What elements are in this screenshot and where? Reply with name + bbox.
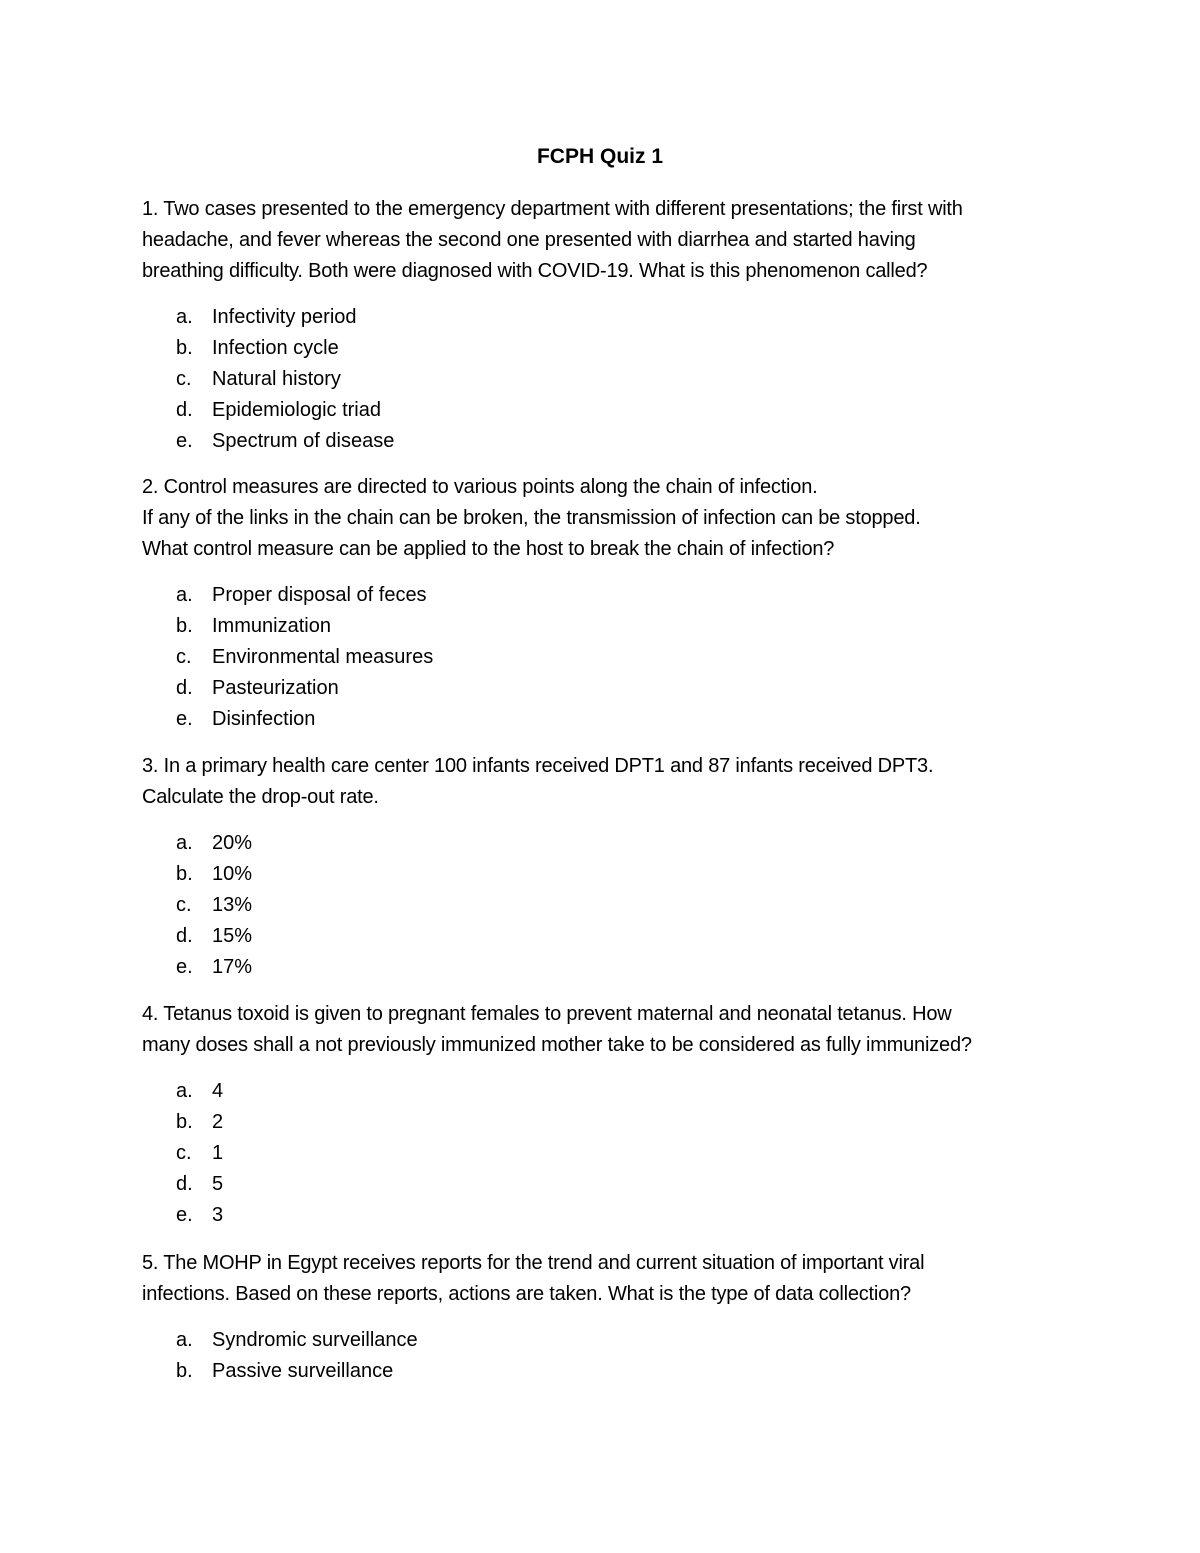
option-item	[176, 426, 394, 457]
question-3-options	[176, 828, 252, 983]
option-text: Immunization	[212, 615, 331, 637]
option-letter: d.	[176, 399, 193, 421]
option-letter: e.	[176, 708, 193, 730]
option-item	[176, 364, 394, 395]
question-line: many doses shall a not previously immunized mother take to be considered as fully immunized?	[142, 1034, 972, 1056]
option-item	[176, 1107, 223, 1138]
option-item	[176, 1138, 223, 1169]
question-5-stem	[142, 1248, 1072, 1310]
option-letter: c.	[176, 368, 192, 390]
question-line: If any of the links in the chain can be broken, the transmission of infection can be stopped.	[142, 507, 921, 529]
option-letter: b.	[176, 1360, 193, 1382]
option-text: Infectivity period	[212, 306, 357, 328]
option-text: Environmental measures	[212, 646, 434, 668]
question-line: breathing difficulty. Both were diagnosed with COVID-19. What is this phenomenon called?	[142, 260, 928, 282]
question-line: 3. In a primary health care center 100 infants received DPT1 and 87 infants received DPT3.	[142, 755, 934, 777]
option-text: Infection cycle	[212, 337, 339, 359]
option-text: 17%	[212, 956, 253, 978]
option-letter: c.	[176, 894, 192, 916]
option-text: 5	[212, 1173, 224, 1195]
option-item	[176, 1325, 418, 1356]
option-text: 1	[212, 1142, 224, 1164]
question-4-options	[176, 1076, 223, 1231]
option-letter: a.	[176, 1080, 193, 1102]
option-text: 4	[212, 1080, 224, 1102]
option-item	[176, 921, 252, 952]
option-text: 13%	[212, 894, 253, 916]
option-text: 20%	[212, 832, 253, 854]
question-line: 1. Two cases presented to the emergency department with different presentations; the first with	[142, 198, 963, 220]
question-line: What control measure can be applied to the host to break the chain of infection?	[142, 538, 835, 560]
option-text: Passive surveillance	[212, 1360, 394, 1382]
option-letter: d.	[176, 1173, 193, 1195]
option-item	[176, 1200, 223, 1231]
option-letter: b.	[176, 615, 193, 637]
option-item	[176, 859, 252, 890]
option-letter: e.	[176, 956, 193, 978]
option-text: Epidemiologic triad	[212, 399, 381, 421]
question-line: headache, and fever whereas the second one presented with diarrhea and started having	[142, 229, 916, 251]
option-letter: e.	[176, 1204, 193, 1226]
option-item	[176, 704, 433, 735]
option-item	[176, 302, 394, 333]
question-line: Calculate the drop-out rate.	[142, 786, 379, 808]
question-3-stem	[142, 751, 1072, 813]
option-item	[176, 828, 252, 859]
option-text: 15%	[212, 925, 253, 947]
option-text: Spectrum of disease	[212, 430, 395, 452]
option-letter: b.	[176, 337, 193, 359]
option-item	[176, 611, 433, 642]
option-letter: b.	[176, 1111, 193, 1133]
question-4-stem	[142, 999, 1072, 1061]
question-line: 4. Tetanus toxoid is given to pregnant females to prevent maternal and neonatal tetanus. How	[142, 1003, 952, 1025]
question-1-options	[176, 302, 394, 457]
question-2-options	[176, 580, 433, 735]
option-text: 2	[212, 1111, 224, 1133]
option-item	[176, 580, 433, 611]
option-text: Natural history	[212, 368, 341, 390]
option-letter: d.	[176, 677, 193, 699]
option-letter: a.	[176, 832, 193, 854]
option-text: 3	[212, 1204, 224, 1226]
option-item	[176, 642, 433, 673]
option-letter: c.	[176, 646, 192, 668]
option-letter: a.	[176, 1329, 193, 1351]
option-text: Proper disposal of feces	[212, 584, 427, 606]
option-item	[176, 890, 252, 921]
question-2-stem	[142, 472, 1072, 565]
option-text: Disinfection	[212, 708, 316, 730]
option-item	[176, 1356, 418, 1387]
question-line: 2. Control measures are directed to various points along the chain of infection.	[142, 476, 818, 498]
option-text: 10%	[212, 863, 253, 885]
option-letter: b.	[176, 863, 193, 885]
question-line: 5. The MOHP in Egypt receives reports for the trend and current situation of important viral	[142, 1252, 925, 1274]
option-letter: d.	[176, 925, 193, 947]
question-5-options	[176, 1325, 418, 1387]
option-letter: a.	[176, 584, 193, 606]
option-text: Pasteurization	[212, 677, 339, 699]
option-item	[176, 952, 252, 983]
option-item	[176, 1169, 223, 1200]
option-item	[176, 1076, 223, 1107]
option-letter: e.	[176, 430, 193, 452]
option-letter: c.	[176, 1142, 192, 1164]
question-line: infections. Based on these reports, actions are taken. What is the type of data collection?	[142, 1283, 911, 1305]
option-text: Syndromic surveillance	[212, 1329, 418, 1351]
page-title: FCPH Quiz 1	[536, 145, 663, 168]
option-item	[176, 673, 433, 704]
option-item	[176, 395, 394, 426]
question-1-stem	[142, 194, 1072, 287]
option-item	[176, 333, 394, 364]
option-letter: a.	[176, 306, 193, 328]
